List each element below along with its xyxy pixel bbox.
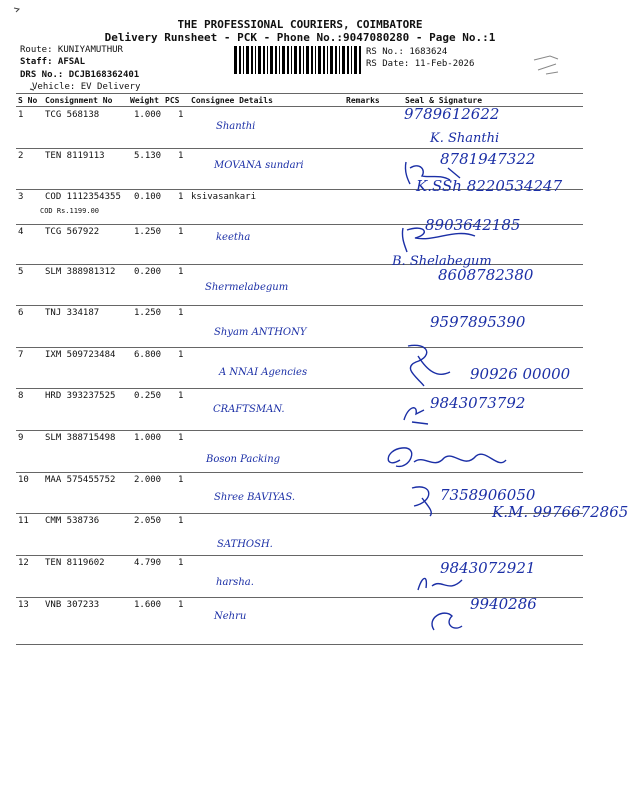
row-rule [16,305,583,306]
row-consignee-handwritten: Shanthi [216,121,256,132]
row-pcs: 1 [178,475,184,485]
row-pcs: 1 [178,516,184,526]
drs-number: DRS No.: DCJB168362401 [20,70,140,80]
row-weight: 6.800 [134,350,162,360]
row-signature-phone: 8903642185 [425,216,521,234]
row-consignee-handwritten: Nehru [214,611,247,622]
row-rule [16,555,583,556]
row-consignment-no: TEN 8119113 [45,151,105,161]
row-pcs: 1 [178,558,184,568]
company-title: THE PROFESSIONAL COURIERS, COIMBATORE [177,18,423,31]
row-sno: 3 [18,192,24,202]
row-consignee: ksivasankari [191,192,257,202]
col-consignment: Consignment No [45,96,113,105]
row-consignee-handwritten: keetha [216,232,251,243]
row-consignee-handwritten: Boson Packing [206,454,281,465]
row-pcs: 1 [178,267,184,277]
row-consignee-handwritten: Shree BAVIYAS. [214,492,296,503]
rs-number: RS No.: 1683624 [366,47,448,57]
col-seal-signature: Seal & Signature [405,96,483,105]
row-consignment-no: SLM 388715498 [45,433,116,443]
row-sno: 4 [18,227,24,237]
row-consignee-handwritten: SATHOSH. [217,539,273,550]
row-weight: 0.100 [134,192,162,202]
row-rule [16,388,583,389]
ink-mark [528,50,564,80]
row-signature-phone: 9843072921 [440,559,536,577]
row-weight: 1.000 [134,110,162,120]
row-sno: 7 [18,350,24,360]
row-sno: 11 [18,516,29,526]
row-rule [16,644,583,645]
row-signature-phone: 90926 00000 [470,365,571,383]
row-consignment-no: CMM 538736 [45,516,100,526]
row-signature-name: K. Shanthi [430,131,500,146]
row-sno: 13 [18,600,29,610]
row-signature-phone: 9597895390 [430,313,526,331]
ink-dot [12,5,24,15]
row-pcs: 1 [178,350,184,360]
signature-scribble [404,478,444,518]
row-pcs: 1 [178,600,184,610]
row-consignment-no: COD 1112354355 [45,192,121,202]
row-cod-amount: COD Rs.1199.00 [40,207,100,215]
row-signature-phone: K.M. 9976672865 [492,503,628,521]
row-weight: 0.250 [134,391,162,401]
row-sno: 10 [18,475,29,485]
row-weight: 1.000 [134,433,162,443]
signature-scribble [395,222,485,254]
signature-scribble [380,440,510,480]
row-sno: 8 [18,391,24,401]
row-signature-phone: 8781947322 [440,150,536,168]
signature-scribble [400,158,480,188]
row-weight: 5.130 [134,151,162,161]
row-consignment-no: TNJ 334187 [45,308,100,318]
row-pcs: 1 [178,192,184,202]
signature-scribble [424,600,464,640]
row-rule [16,148,583,149]
row-sno: 5 [18,267,24,277]
barcode [234,46,362,74]
row-consignee-handwritten: Shyam ANTHONY [214,327,307,338]
row-weight: 1.250 [134,308,162,318]
row-sno: 2 [18,151,24,161]
row-pcs: 1 [178,391,184,401]
row-consignment-no: IXM 509723484 [45,350,116,360]
row-pcs: 1 [178,433,184,443]
col-sno: S No [18,96,38,105]
row-consignee-handwritten: Shermelabegum [205,282,289,293]
route-label: Route: KUNIYAMUTHUR [20,45,123,55]
vehicle-label: Vehicle: EV Delivery [32,82,141,92]
row-sno: 1 [18,110,24,120]
row-rule [16,430,583,431]
row-consignment-no: HRD 393237525 [45,391,116,401]
signature-scribble [398,342,458,390]
row-pcs: 1 [178,110,184,120]
table-top-rule [16,93,583,94]
row-consignment-no: TCG 568138 [45,110,100,120]
col-remarks: Remarks [346,96,380,105]
row-consignee-handwritten: MOVANA sundari [214,160,304,171]
signature-scribble [398,400,438,430]
row-rule [16,264,583,265]
row-weight: 0.200 [134,267,162,277]
row-rule [16,347,583,348]
row-consignment-no: SLM 388981312 [45,267,116,277]
row-weight: 1.600 [134,600,162,610]
row-consignment-no: VNB 307233 [45,600,100,610]
row-pcs: 1 [178,151,184,161]
row-consignment-no: TCG 567922 [45,227,100,237]
row-weight: 1.250 [134,227,162,237]
row-signature-phone: K.SSh 8220534247 [416,177,563,195]
row-weight: 4.790 [134,558,162,568]
row-signature-phone: 9940286 [470,595,537,613]
col-weight: Weight [130,96,159,105]
row-consignment-no: TEN 8119602 [45,558,105,568]
runsheet-subtitle: Delivery Runsheet - PCK - Phone No.:9047080280 - Page No.:1 [104,31,496,44]
row-weight: 2.050 [134,516,162,526]
signature-scribble [412,568,472,600]
row-consignee-handwritten: A NNAI Agencies [219,367,308,378]
row-sno: 12 [18,558,29,568]
row-consignee-handwritten: harsha. [216,577,254,588]
col-pcs: PCS [165,96,180,105]
row-weight: 2.000 [134,475,162,485]
row-signature-phone: 7358906050 [440,486,536,504]
rs-date: RS Date: 11-Feb-2026 [366,59,475,69]
staff-label: Staff: AFSAL [20,57,86,67]
row-signature-phone: 9843073792 [430,394,526,412]
row-sno: 9 [18,433,24,443]
row-signature-name: B. Shelabegum [392,254,492,269]
row-pcs: 1 [178,308,184,318]
row-consignee-handwritten: CRAFTSMAN. [213,404,285,415]
row-consignment-no: MAA 575455752 [45,475,116,485]
row-signature-phone: 9789612622 [404,105,500,123]
row-sno: 6 [18,308,24,318]
row-signature-phone: 8608782380 [438,266,534,284]
col-consignee: Consignee Details [191,96,273,105]
row-pcs: 1 [178,227,184,237]
